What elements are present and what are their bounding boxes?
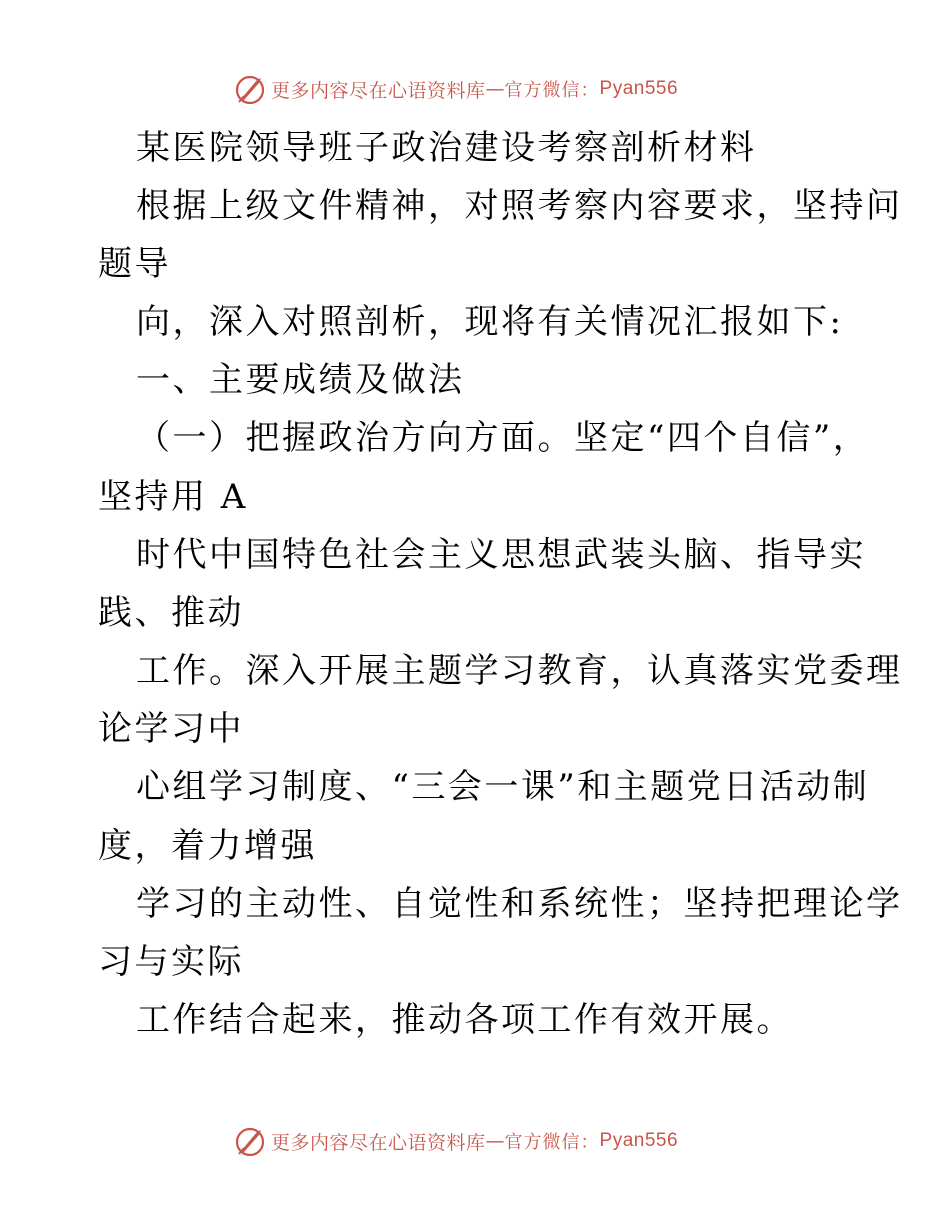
watermark-brand-text: 更多内容尽在心语资料库 [271, 79, 486, 102]
paragraph-line: 论学习中 [98, 709, 244, 749]
paragraph-line: 心组学习制度、“三会一课”和主题党日活动制 [136, 767, 870, 807]
paragraph-line: 学习的主动性、自觉性和系统性；坚持把理论学 [136, 884, 903, 924]
paragraph-line: 根据上级文件精神，对照考察内容要求，坚持问 [136, 186, 903, 226]
watermark-wechat-label: 官方微信： [504, 80, 600, 101]
watermark-wechat-label: 官方微信： [504, 1132, 600, 1153]
paragraph-line: 践、推动 [98, 593, 244, 633]
quill-pen-logo-icon [233, 72, 267, 106]
paragraph-line: 工作。深入开展主题学习教育，认真落实党委理 [136, 651, 903, 691]
section-heading: 一、主要成绩及做法 [136, 360, 465, 400]
header-watermark [233, 72, 678, 106]
paragraph-line: 习与实际 [98, 942, 244, 982]
paragraph-line: 向，深入对照剖析，现将有关情况汇报如下: [136, 302, 844, 342]
quill-pen-logo-icon [233, 1124, 267, 1158]
document-title: 某医院领导班子政治建设考察剖析材料 [136, 128, 757, 168]
watermark-separator: — [485, 78, 505, 100]
watermark-separator: — [485, 1130, 505, 1152]
paragraph-line: 度，着力增强 [98, 826, 317, 866]
paragraph-line: （一）把握政治方向方面。坚定“四个自信”， [136, 418, 870, 458]
paragraph-line: 题导 [98, 244, 171, 284]
footer-watermark [233, 1124, 678, 1158]
paragraph-line: 工作结合起来，推动各项工作有效开展。 [136, 1000, 793, 1040]
watermark-wechat-id: Pyan556 [599, 1130, 679, 1151]
watermark-wechat-id: Pyan556 [599, 78, 679, 99]
paragraph-line: 时代中国特色社会主义思想武装头脑、指导实 [136, 535, 866, 575]
paragraph-line: 坚持用 A [98, 477, 248, 517]
watermark-brand-text: 更多内容尽在心语资料库 [271, 1131, 486, 1154]
